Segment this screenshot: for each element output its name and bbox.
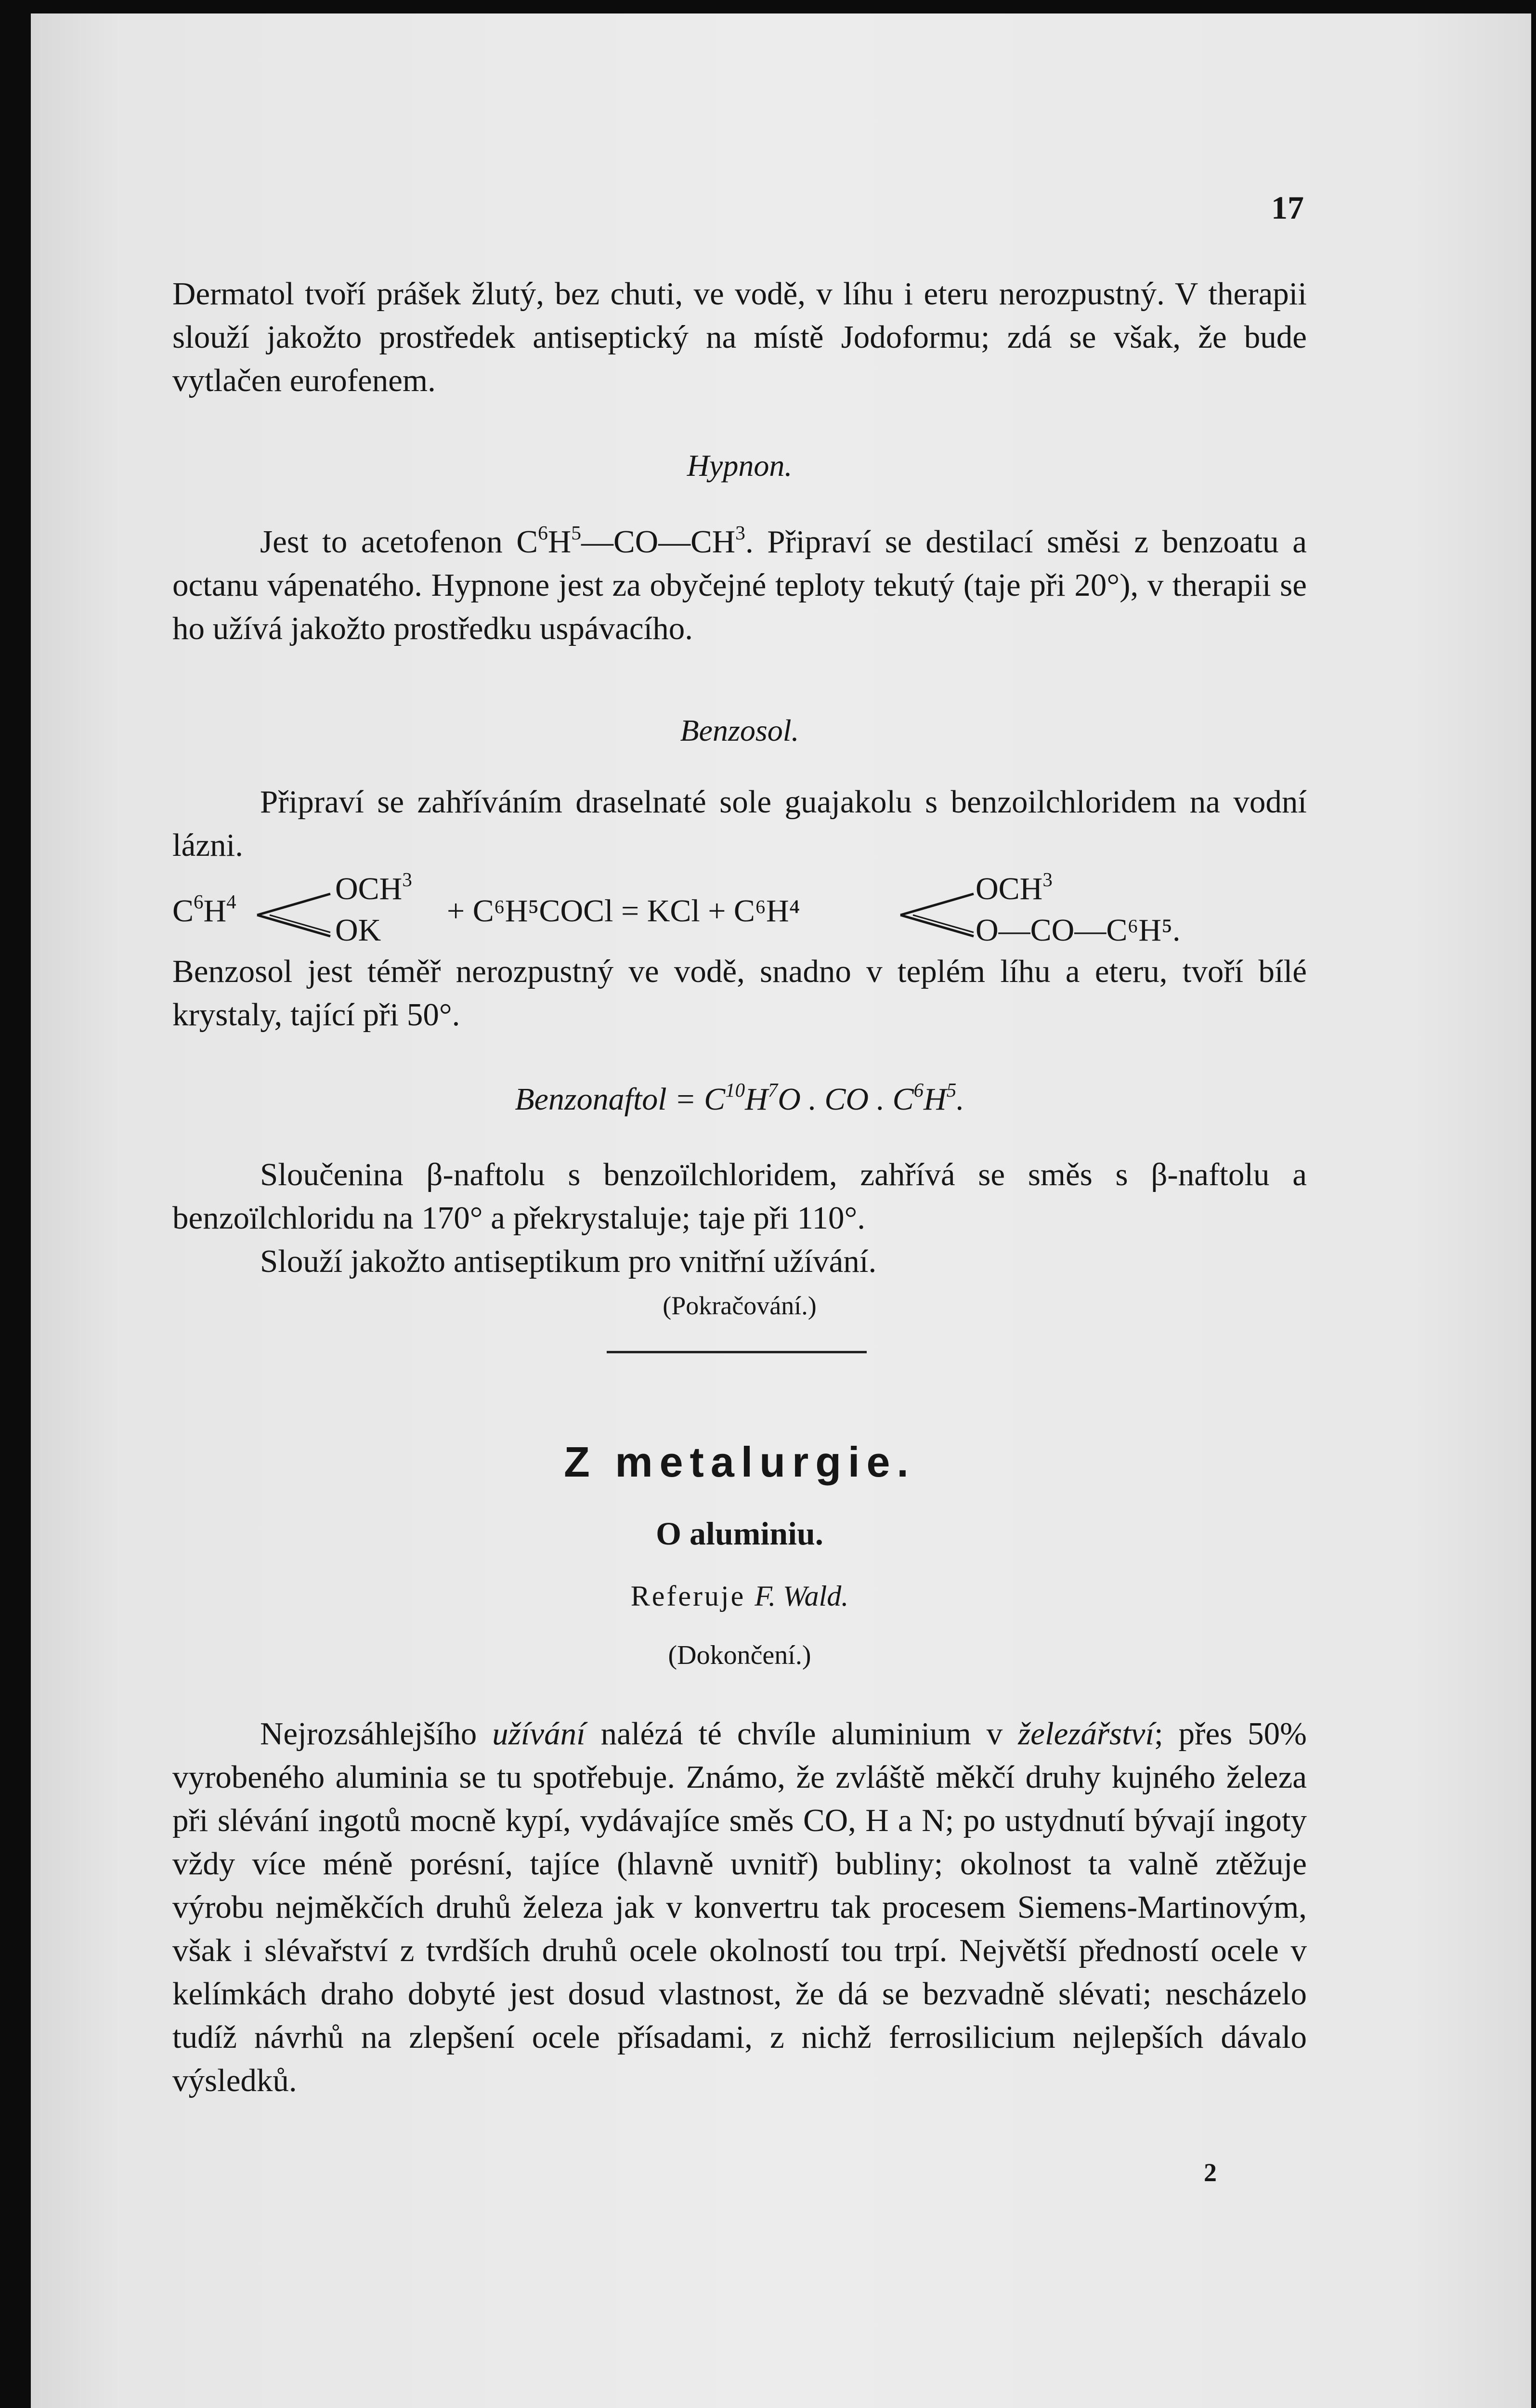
benzosol-equation bbox=[172, 868, 1307, 957]
author-name: F. Wald. bbox=[755, 1580, 849, 1612]
heading-benzonaftol: Benzonaftol = $C^{10}H^7O$ . CO . $C^6H^5$. bbox=[515, 1079, 964, 1117]
equation-lhs-ok: OK bbox=[335, 913, 381, 948]
heading-hypnon: Hypnon. bbox=[687, 448, 793, 483]
equation-rhs-och3: OCH$^3$ bbox=[976, 868, 1053, 906]
equation-rhs-ester: O—CO—C⁶H⁵. bbox=[976, 913, 1181, 948]
hypnon-paragraph: Jest to acetofenon $C^6H^5—CO—CH^3$. Připraví se destilací směsi z benzoatu a octanu vápenatého. Hypnone jest za obyčejné teploty tekutý (taje při 20°), v therapii se ho užívá jakožto prostředku uspávacího. bbox=[172, 521, 1307, 646]
author-line bbox=[172, 1580, 1307, 1613]
equation-lhs-bond-fork bbox=[255, 886, 332, 944]
equation-lhs-och3: OCH$^3$ bbox=[335, 868, 412, 906]
continued-note: (Pokračování.) bbox=[663, 1291, 817, 1320]
author-prefix: Referuje bbox=[630, 1580, 746, 1612]
dermatol-paragraph: Dermatol tvoří prášek žlutý, bez chuti, ve vodě, v líhu i eteru nerozpustný. V therapii slouží jakožto prostředek antiseptický na místě Jodoformu; zdá se však, že bude vytlačen eurofenem. bbox=[172, 276, 1307, 398]
aluminium-paragraph: Nejrozsáhlejšího užívání nalézá té chvíle aluminium v železářství; přes 50% vyrobeného aluminia se tu spotřebuje. Známo, že zvláště měkčí druhy kujného železa při slévání ingotů mocně kypí, vydávajíce směs CO, H a N; po ustydnutí bývají ingoty vždy více méně porésní, tajíce (hlavně uvnitř) bubliny; okolnost ta valně ztěžuje výrobu nejměkčích druhů železa jak v konvertru tak procesem Siemens-Martinovým, však i slévařství z tvrdších druhů ocele okolností tou trpí. Největší předností ocele v kelímkách draho dobyté jest dosud vlastnost, že dá se bezvadně slévati; nescházelo tudíž návrhů na zlepšení ocele přísadami, z nichž ferrosilicium nejlepších dávalo výsledků. bbox=[172, 1716, 1307, 2098]
equation-rhs-bond-fork bbox=[898, 886, 976, 944]
equation-middle: + C⁶H⁵COCl = KCl + C⁶H⁴ bbox=[447, 893, 800, 929]
printer-signature: 2 bbox=[1204, 2158, 1217, 2187]
benzosol-properties: Benzosol jest téměř nerozpustný ve vodě, snadno v teplém líhu a eteru, tvoří bílé krystaly, tající při 50°. bbox=[172, 954, 1307, 1033]
article-title: O aluminiu. bbox=[656, 1515, 823, 1552]
heading-benzosol: Benzosol. bbox=[680, 713, 799, 747]
section-divider bbox=[607, 1351, 867, 1353]
equation-lhs-base: $C^6H^4$ bbox=[172, 890, 236, 929]
page-number: 17 bbox=[1271, 189, 1304, 226]
section-title: Z metalurgie. bbox=[564, 1438, 915, 1486]
benzosol-intro: Připraví se zahříváním draselnaté sole guajakolu s benzoilchloridem na vodní lázni. bbox=[172, 784, 1307, 863]
benzonaftol-usage: Slouží jakožto antiseptikum pro vnitřní užívání. bbox=[260, 1243, 877, 1279]
concluded-note: (Dokončení.) bbox=[668, 1640, 811, 1670]
benzonaftol-paragraph: Sloučenina β-naftolu s benzoïlchloridem, zahřívá se směs s β-naftolu a benzoïlchloridu na 170° a překrystaluje; taje při 110°. bbox=[172, 1157, 1307, 1236]
